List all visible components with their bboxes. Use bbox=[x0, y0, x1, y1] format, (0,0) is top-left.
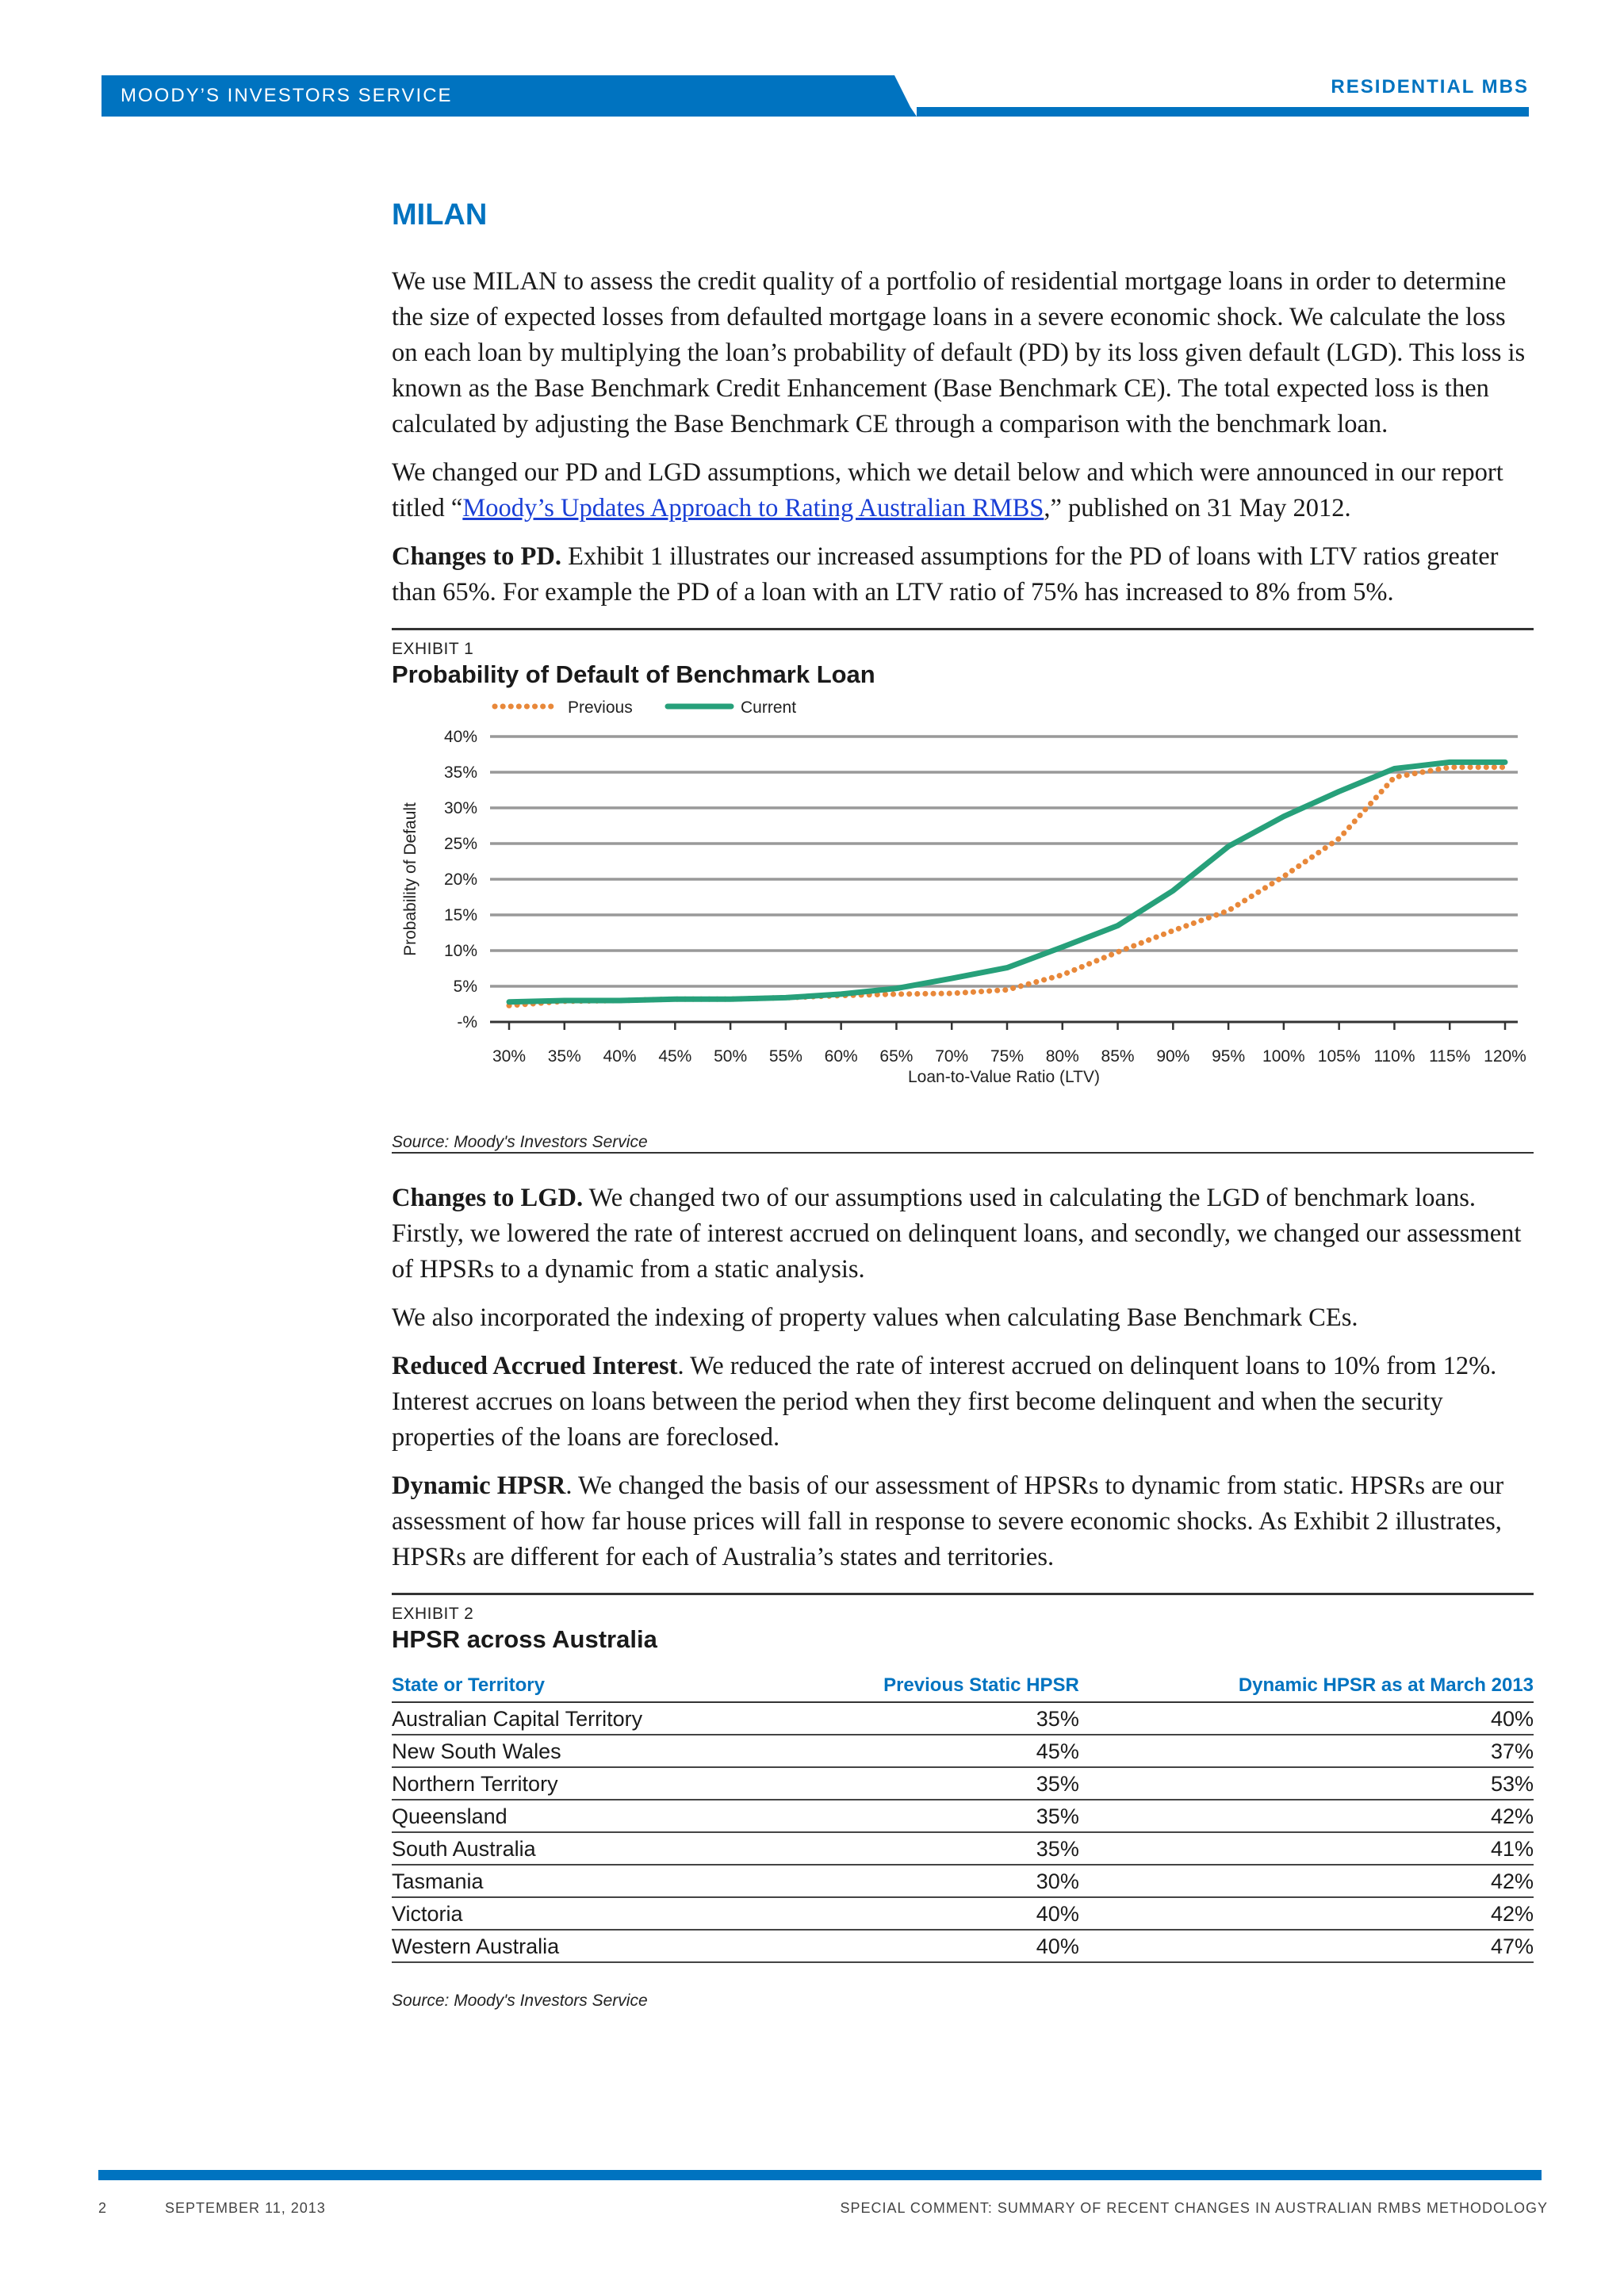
paragraph-milan: We use MILAN to assess the credit quality of a portfolio of residential mortgage loans in order to determine the size of expected losses from defaulted mortgage loans in a severe economic shock. We calculate the loss on each loan by multiplying the loan’s probability of default (PD) by its loss given default (LGD). This loss is known as the Base Benchmark Credit Enhancement (Base Benchmark CE). The total expected loss is then calculated by adjusting the Base Benchmark CE through a comparison with the benchmark loan. bbox=[392, 267, 1526, 438]
legend-label-previous: Previous bbox=[568, 698, 633, 717]
y-tick-label: 25% bbox=[443, 835, 477, 853]
x-tick-label: 50% bbox=[714, 1047, 748, 1066]
section-title: MILAN bbox=[392, 198, 488, 232]
x-tick-label: 30% bbox=[492, 1047, 527, 1066]
report-link[interactable]: Moody’s Updates Approach to Rating Australian RMBS bbox=[462, 494, 1044, 522]
y-tick-label: 10% bbox=[443, 942, 477, 960]
paragraph-text: We changed two of our assumptions used in calculating the LGD of benchmark loans. Firstly, we lowered the rate of interest accrued on delinquent loans, and secondly, we changed our assessment of HPSRs to a dynamic from a static analysis. bbox=[392, 1184, 1522, 1284]
column-header-previous: Previous Static HPSR bbox=[778, 1670, 1079, 1702]
paragraph-text: . We reduced the rate of interest accrued on delinquent loans to 10% from 12%. Interest accrues on loans between the period when they first become delinquent and when the security properties of the loans are foreclosed. bbox=[392, 1352, 1497, 1452]
y-tick-label: 5% bbox=[453, 978, 477, 996]
x-tick-label: 110% bbox=[1373, 1047, 1415, 1066]
cell-previous: 45% bbox=[778, 1735, 1079, 1767]
column-header-state: State or Territory bbox=[392, 1670, 778, 1702]
paragraph-text: We changed our PD and LGD assumptions, which we detail below and which were announced in our report titled “ bbox=[392, 458, 1503, 522]
paragraph-text: ,” published on 31 May 2012. bbox=[1044, 494, 1351, 522]
x-tick-label: 70% bbox=[935, 1047, 969, 1066]
cell-previous: 30% bbox=[778, 1865, 1079, 1897]
cell-state: Victoria bbox=[392, 1897, 778, 1930]
exhibit-title: HPSR across Australia bbox=[392, 1625, 657, 1653]
y-tick-label: -% bbox=[457, 1013, 477, 1031]
y-tick-label: 20% bbox=[443, 871, 477, 889]
x-tick-label: 105% bbox=[1317, 1047, 1361, 1066]
table-row bbox=[392, 1735, 1534, 1767]
cell-previous: 35% bbox=[778, 1702, 1079, 1735]
legend-label-current: Current bbox=[741, 698, 797, 717]
cell-previous: 40% bbox=[778, 1897, 1079, 1930]
x-tick-label: 35% bbox=[547, 1047, 581, 1066]
x-tick-label: 85% bbox=[1101, 1047, 1135, 1066]
paragraph-pd bbox=[392, 539, 1534, 610]
exhibit-label: EXHIBIT 1 bbox=[392, 640, 474, 658]
exhibit-label: EXHIBIT 2 bbox=[392, 1605, 474, 1623]
paragraph-heading: Changes to LGD. bbox=[392, 1184, 584, 1212]
table-row bbox=[392, 1865, 1534, 1897]
page-content bbox=[392, 198, 1534, 2011]
x-tick-label: 45% bbox=[658, 1047, 692, 1066]
cell-dynamic: 41% bbox=[1079, 1832, 1534, 1865]
x-tick-label: 95% bbox=[1212, 1047, 1246, 1066]
x-tick-label: 115% bbox=[1429, 1047, 1471, 1066]
exhibit-source-row bbox=[392, 1133, 1534, 1154]
x-tick-label: 90% bbox=[1156, 1047, 1190, 1066]
exhibit-source: Source: Moody's Investors Service bbox=[392, 1992, 648, 2010]
cell-previous: 40% bbox=[778, 1930, 1079, 1962]
cell-dynamic: 47% bbox=[1079, 1930, 1534, 1962]
table-row bbox=[392, 1897, 1534, 1930]
paragraph-heading: Changes to PD. bbox=[392, 542, 561, 571]
cell-dynamic: 42% bbox=[1079, 1865, 1534, 1897]
y-tick-label: 30% bbox=[443, 799, 477, 817]
cell-state: New South Wales bbox=[392, 1735, 778, 1767]
cell-dynamic: 42% bbox=[1079, 1800, 1534, 1832]
x-tick-label: 100% bbox=[1262, 1047, 1305, 1066]
footer-bar bbox=[98, 2170, 1542, 2180]
exhibit-1 bbox=[392, 628, 1534, 1154]
exhibit-source: Source: Moody's Investors Service bbox=[392, 1133, 648, 1151]
cell-dynamic: 42% bbox=[1079, 1897, 1534, 1930]
table-header-row bbox=[392, 1670, 1534, 1702]
paragraph-heading: Dynamic HPSR bbox=[392, 1471, 566, 1500]
hpsr-table bbox=[392, 1670, 1534, 1963]
x-axis-title: Loan-to-Value Ratio (LTV) bbox=[907, 1068, 1101, 1086]
cell-dynamic: 53% bbox=[1079, 1767, 1534, 1800]
pd-line-chart bbox=[392, 689, 1534, 1133]
y-tick-label: 40% bbox=[443, 728, 477, 746]
cell-state: Western Australia bbox=[392, 1930, 778, 1962]
cell-previous: 35% bbox=[778, 1832, 1079, 1865]
page-number: 2 bbox=[98, 2200, 108, 2216]
paragraph-accrued bbox=[392, 1349, 1534, 1456]
paragraph-changes bbox=[392, 455, 1534, 526]
paragraph-hpsr bbox=[392, 1468, 1534, 1575]
cell-state: South Australia bbox=[392, 1832, 778, 1865]
x-tick-label: 80% bbox=[1045, 1047, 1079, 1066]
paragraph-text: . We changed the basis of our assessment of HPSRs to dynamic from static. HPSRs are our assessment of how far house prices will fall in response to severe economic shocks. As Exhibit 2 illustrates, HPSRs are different for each of Australia’s states and territories. bbox=[392, 1471, 1504, 1571]
cell-dynamic: 40% bbox=[1079, 1702, 1534, 1735]
cell-state: Australian Capital Territory bbox=[392, 1702, 778, 1735]
cell-dynamic: 37% bbox=[1079, 1735, 1534, 1767]
x-tick-label: 75% bbox=[990, 1047, 1025, 1066]
cell-state: Queensland bbox=[392, 1800, 778, 1832]
y-axis-title: Probability of Default bbox=[401, 802, 419, 956]
x-tick-label: 60% bbox=[824, 1047, 858, 1066]
table-row bbox=[392, 1800, 1534, 1832]
cell-previous: 35% bbox=[778, 1800, 1079, 1832]
cell-state: Northern Territory bbox=[392, 1767, 778, 1800]
x-tick-label: 65% bbox=[879, 1047, 914, 1066]
x-tick-label: 120% bbox=[1484, 1047, 1526, 1066]
exhibit-title: Probability of Default of Benchmark Loan bbox=[392, 660, 875, 688]
table-row bbox=[392, 1767, 1534, 1800]
y-tick-label: 15% bbox=[443, 906, 477, 924]
series-line-current bbox=[509, 762, 1505, 1001]
footer-document-title: SPECIAL COMMENT: SUMMARY OF RECENT CHANGES IN AUSTRALIAN RMBS METHODOLOGY bbox=[840, 2200, 1548, 2216]
table-row bbox=[392, 1702, 1534, 1735]
cell-previous: 35% bbox=[778, 1767, 1079, 1800]
paragraph-indexing: We also incorporated the indexing of property values when calculating Base Benchmark CEs. bbox=[392, 1303, 1358, 1332]
table-row bbox=[392, 1832, 1534, 1865]
paragraph-lgd bbox=[392, 1181, 1534, 1288]
x-tick-label: 40% bbox=[603, 1047, 637, 1066]
header-publisher: MOODY’S INVESTORS SERVICE bbox=[121, 85, 453, 106]
footer-date: SEPTEMBER 11, 2013 bbox=[165, 2200, 326, 2216]
y-tick-label: 35% bbox=[443, 763, 477, 782]
cell-state: Tasmania bbox=[392, 1865, 778, 1897]
paragraph-heading: Reduced Accrued Interest bbox=[392, 1352, 678, 1380]
column-header-dynamic: Dynamic HPSR as at March 2013 bbox=[1079, 1670, 1534, 1702]
exhibit-2 bbox=[392, 1593, 1534, 2011]
table-row bbox=[392, 1930, 1534, 1962]
header-category: RESIDENTIAL MBS bbox=[1331, 76, 1529, 98]
x-tick-label: 55% bbox=[768, 1047, 802, 1066]
paragraph-text: Exhibit 1 illustrates our increased assumptions for the PD of loans with LTV ratios greater than 65%. For example the PD of a loan with an LTV ratio of 75% has increased to 8% from 5%. bbox=[392, 542, 1499, 607]
